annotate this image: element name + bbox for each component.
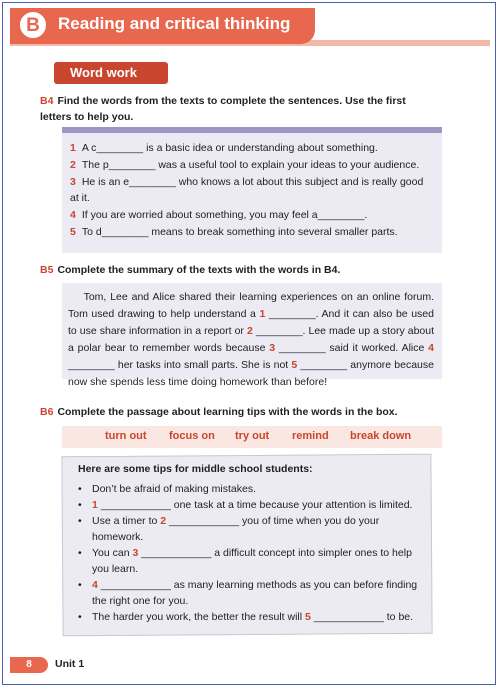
word-option: break down bbox=[350, 430, 412, 442]
word-option: try out bbox=[235, 430, 270, 442]
bullet-icon: • bbox=[78, 515, 82, 527]
bullet-icon: • bbox=[78, 579, 82, 591]
tip-item: • The harder you work, the better the result will 5 ____________ to be. bbox=[78, 611, 414, 623]
item-number: 2 bbox=[70, 159, 76, 171]
b6-number: B6 bbox=[40, 406, 54, 418]
b6-text: Complete the passage about learning tips with the words in the box. bbox=[57, 406, 398, 418]
tips-title: Here are some tips for middle school students: bbox=[78, 463, 313, 475]
item-number: 3 bbox=[70, 176, 76, 188]
b5-text: Complete the summary of the texts with the words in B4. bbox=[57, 264, 341, 276]
tip-item: • Don’t be afraid of making mistakes. bbox=[78, 483, 256, 495]
item-text: If you are worried about something, you may feel a________. bbox=[81, 209, 368, 221]
unit-label: Unit 1 bbox=[55, 658, 85, 670]
item-text: A c________ is a basic idea or understanding about something. bbox=[81, 142, 378, 154]
section-label: Word work bbox=[54, 62, 168, 84]
word-option: focus on bbox=[169, 430, 215, 442]
b5-instruction bbox=[40, 262, 440, 278]
bullet-icon: • bbox=[78, 547, 82, 559]
bullet-icon: • bbox=[78, 499, 82, 511]
b4-item bbox=[70, 174, 430, 206]
b5-number: B5 bbox=[40, 264, 54, 276]
bullet-icon: • bbox=[78, 483, 82, 495]
item-number: 1 bbox=[70, 142, 76, 154]
word-option: turn out bbox=[105, 430, 147, 442]
b4-number: B4 bbox=[40, 95, 54, 107]
tip-item: • You can 3 ____________ a difficult concept into simpler ones to help you learn. bbox=[78, 547, 412, 575]
b4-item bbox=[70, 207, 434, 223]
page-number: 8 bbox=[10, 657, 48, 673]
tip-item: • Use a timer to 2 ____________ you of time when you do your homework. bbox=[78, 515, 380, 543]
item-number: 4 bbox=[70, 209, 76, 221]
b4-instruction bbox=[40, 93, 440, 125]
b6-instruction bbox=[40, 404, 440, 420]
b4-item bbox=[70, 157, 434, 173]
b4-item bbox=[70, 140, 434, 156]
bullet-icon: • bbox=[78, 611, 82, 623]
b4-text: Find the words from the texts to complete the sentences. Use the first letters to help you. bbox=[40, 95, 406, 123]
section-badge: B bbox=[18, 10, 48, 40]
tip-item: • 1 ____________ one task at a time because your attention is limited. bbox=[78, 499, 413, 511]
b4-item bbox=[70, 224, 434, 240]
item-text: To d________ means to break something into several smaller parts. bbox=[81, 226, 398, 238]
b5-summary: Tom, Lee and Alice shared their learning experiences on an online forum. Tom used drawing to help understand a 1 ________. And it can also be used to use share information in a report or 2 ________. Lee made up a story about a polar bear to remember words because 3 ________ said it worked. Alice 4 ________ her tasks into small parts. She is not 5 ________ anymore because now she spends less time doing homework than before! bbox=[68, 291, 435, 388]
tip-item: • 4 ____________ as many learning methods as you can before finding the right one for you. bbox=[78, 579, 418, 607]
item-number: 5 bbox=[70, 226, 76, 238]
word-option: remind bbox=[292, 430, 329, 442]
page-title: Reading and critical thinking bbox=[58, 14, 291, 33]
item-text: The p________ was a useful tool to explain your ideas to your audience. bbox=[81, 159, 420, 171]
item-text: He is an e________ who knows a lot about this subject and is really good at it. bbox=[70, 176, 424, 204]
